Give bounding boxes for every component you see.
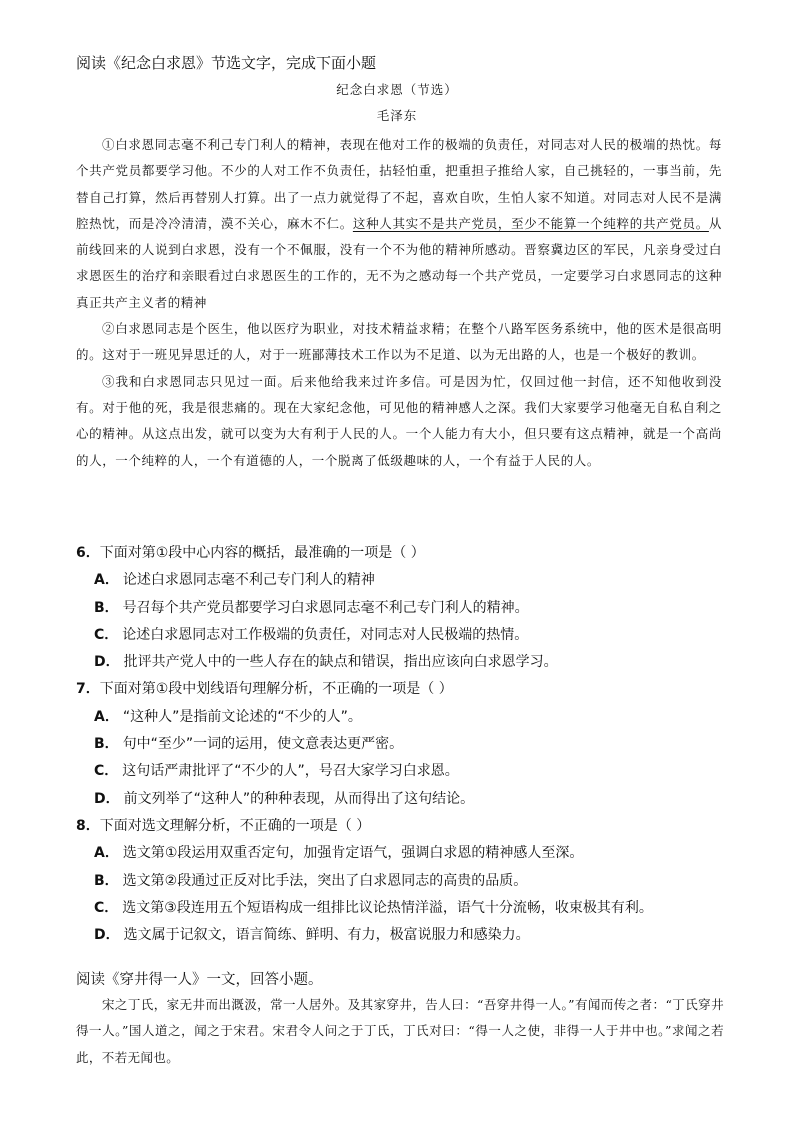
option-letter: C． xyxy=(94,626,119,643)
option-text: 论述白求恩同志对工作极端的负责任，对同志对人民极端的热情。 xyxy=(122,626,529,643)
option-letter: A． xyxy=(94,572,119,589)
paragraph-1-text-after: 从前线回来的人说到白求恩，没有一个不佩服，没有一个不为他的精神所感动。晋察冀边区的军民，凡亲身受过白求恩医生的治疗和亲眼看过白求恩医生的工作的，无不为之感动每一个共产党员，一定要学习白求恩同志的这种真正共产主义者的精神 xyxy=(76,215,722,310)
question-stem xyxy=(76,813,726,840)
option-letter: A． xyxy=(94,708,119,725)
option-letter: B． xyxy=(94,599,119,616)
option-text: 选文属于记叙文，语言简练、鲜明、有力，极富说服力和感染力。 xyxy=(123,927,530,944)
section2-instruction: 阅读《穿井得一人》一文，回答小题。 xyxy=(76,972,323,988)
option-d[interactable] xyxy=(76,786,726,813)
option-a[interactable] xyxy=(76,567,726,594)
option-text: 号召每个共产党员都要学习白求恩同志毫不利己专门利人的精神。 xyxy=(122,599,529,616)
option-c[interactable] xyxy=(76,895,726,922)
question-number: 7． xyxy=(76,681,100,698)
option-text: 选文第③段连用五个短语构成一组排比议论热情洋溢，语气十分流畅，收束极其有利。 xyxy=(122,899,653,916)
option-text: 选文第②段通过正反对比手法，突出了白求恩同志的高贵的品质。 xyxy=(122,872,528,889)
paragraph-2: ②白求恩同志是个医生，他以医疗为职业，对技术精益求精；在整个八路军医务系统中，他的医术是很高明的。这对于一班见异思迁的人，对于一班鄙薄技术工作以为不足道、以为无出路的人，也是一个极好的教训。 xyxy=(76,321,722,363)
question-7 xyxy=(76,676,726,812)
option-text: 选文第①段运用双重否定句，加强肯定语气，强调白求恩的精神感人至深。 xyxy=(122,845,584,862)
question-text: 下面对第①段中心内容的概括，最准确的一项是（ ） xyxy=(99,545,425,561)
option-letter: D． xyxy=(94,654,120,671)
option-letter: B． xyxy=(94,736,119,753)
question-stem xyxy=(76,540,726,567)
question-6 xyxy=(76,540,726,676)
question-number: 8． xyxy=(76,817,100,834)
passage-body xyxy=(76,132,722,474)
option-letter: A． xyxy=(94,845,119,862)
section1-instruction: 阅读《纪念白求恩》节选文字，完成下面小题 xyxy=(76,54,377,72)
paragraph-3: ③我和白求恩同志只见过一面。后来他给我来过许多信。可是因为忙，仅回过他一封信，还不知他收到没有。对于他的死，我是很悲痛的。现在大家纪念他，可见他的精神感人之深。我们大家要学习他毫无自私自利之心的精神。从这点出发，就可以变为大有利于人民的人。一个人能力有大小，但只要有这点精神，就是一个高尚的人，一个纯粹的人，一个有道德的人，一个脱离了低级趣味的人，一个有益于人民的人。 xyxy=(76,373,722,468)
option-b[interactable] xyxy=(76,731,726,758)
option-letter: D． xyxy=(94,927,120,944)
option-c[interactable] xyxy=(76,622,726,649)
paragraph-1-text-before: ①白求恩同志毫不利己专门利人的精神，表现在他对工作的极端的负责任，对同志对人民的极端的热忱。每个共产党员都要学习他。不少的人对工作不负责任，拈轻怕重，把重担子推给人家，自己挑轻的，一事当前，先替自己打算，然后再替别人打算。出了一点力就觉得了不起，喜欢自吹，生怕人家不知道。对同志对人民不是满腔热忱，而是冷冷清清，漠不关心，麻木不仁。 xyxy=(76,137,722,231)
passage-author: 毛泽东 xyxy=(376,108,418,123)
paragraph-1 xyxy=(76,132,722,316)
option-letter: C． xyxy=(94,763,119,780)
underlined-sentence: 这种人其实不是共产党员，至少不能算一个纯粹的共产党员。 xyxy=(352,215,709,231)
question-number: 6． xyxy=(76,545,100,561)
option-letter: D． xyxy=(94,790,120,807)
question-text: 下面对第①段中划线语句理解分析，不正确的一项是（ ） xyxy=(99,681,453,698)
option-d[interactable] xyxy=(76,649,726,676)
option-d[interactable] xyxy=(76,922,726,949)
passage-title: 纪念白求恩（节选） xyxy=(336,82,458,97)
option-text: 前文列举了“这种人”的种种表现，从而得出了这句结论。 xyxy=(123,790,475,807)
option-text: 句中“至少”一词的运用，使文意表达更严密。 xyxy=(122,736,404,753)
option-a[interactable] xyxy=(76,840,726,867)
option-text: 论述白求恩同志毫不利己专门利人的精神 xyxy=(122,572,375,589)
option-b[interactable] xyxy=(76,595,726,622)
option-c[interactable] xyxy=(76,758,726,785)
option-letter: B． xyxy=(94,872,119,889)
passage2-body xyxy=(76,992,724,1071)
option-a[interactable] xyxy=(76,704,726,731)
question-8 xyxy=(76,813,726,949)
option-text: 这句话严肃批评了“不少的人”，号召大家学习白求恩。 xyxy=(122,763,459,780)
question-text: 下面对选文理解分析，不正确的一项是（ ） xyxy=(99,817,371,834)
passage2-paragraph: 宋之丁氏，家无井而出溉汲，常一人居外。及其家穿井，告人曰：“吾穿井得一人。”有闻而传之者：“丁氏穿井得一人。”国人道之，闻之于宋君。宋君令人问之于丁氏，丁氏对曰：“得一人之使，非得一人于井中也。”求闻之若此，不若无闻也。 xyxy=(76,997,724,1065)
option-text: “这种人”是指前文论述的“不少的人”。 xyxy=(122,708,362,725)
question-stem xyxy=(76,676,726,703)
option-b[interactable] xyxy=(76,868,726,895)
option-letter: C． xyxy=(94,899,119,916)
option-text: 批评共产党人中的一些人存在的缺点和错误，指出应该向白求恩学习。 xyxy=(123,654,558,671)
question-list xyxy=(76,540,726,949)
